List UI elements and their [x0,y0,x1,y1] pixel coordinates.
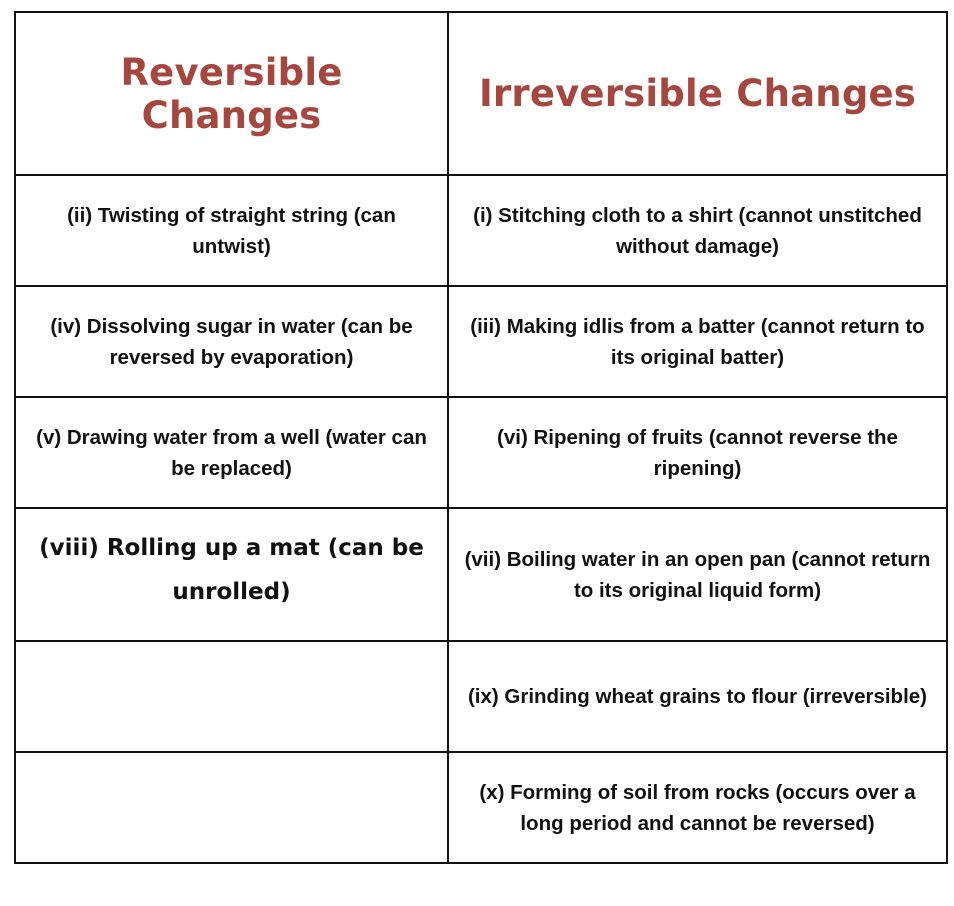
reversible-cell: (v) Drawing water from a well (water can be replaced) [15,397,448,508]
irreversible-cell: (vii) Boiling water in an open pan (cannot return to its original liquid form) [448,508,947,641]
table-header-row [15,12,947,175]
irreversible-changes-header: Irreversible Changes [448,12,947,175]
reversible-cell-empty [15,641,448,752]
table-row [15,752,947,863]
irreversible-cell: (x) Forming of soil from rocks (occurs over a long period and cannot be reversed) [448,752,947,863]
changes-table-container [14,11,946,864]
reversible-cell-empty [15,752,448,863]
table-row [15,641,947,752]
irreversible-cell: (iii) Making idlis from a batter (cannot return to its original batter) [448,286,947,397]
reversible-cell: (iv) Dissolving sugar in water (can be reversed by evaporation) [15,286,448,397]
table-row [15,286,947,397]
irreversible-cell: (i) Stitching cloth to a shirt (cannot unstitched without damage) [448,175,947,286]
irreversible-cell: (vi) Ripening of fruits (cannot reverse the ripening) [448,397,947,508]
reversible-changes-header: Reversible Changes [15,12,448,175]
reversible-cell: (viii) Rolling up a mat (can be unrolled) [15,508,448,641]
changes-table [14,11,948,864]
table-row [15,397,947,508]
irreversible-cell: (ix) Grinding wheat grains to flour (irreversible) [448,641,947,752]
reversible-cell: (ii) Twisting of straight string (can untwist) [15,175,448,286]
table-row [15,508,947,641]
table-row [15,175,947,286]
